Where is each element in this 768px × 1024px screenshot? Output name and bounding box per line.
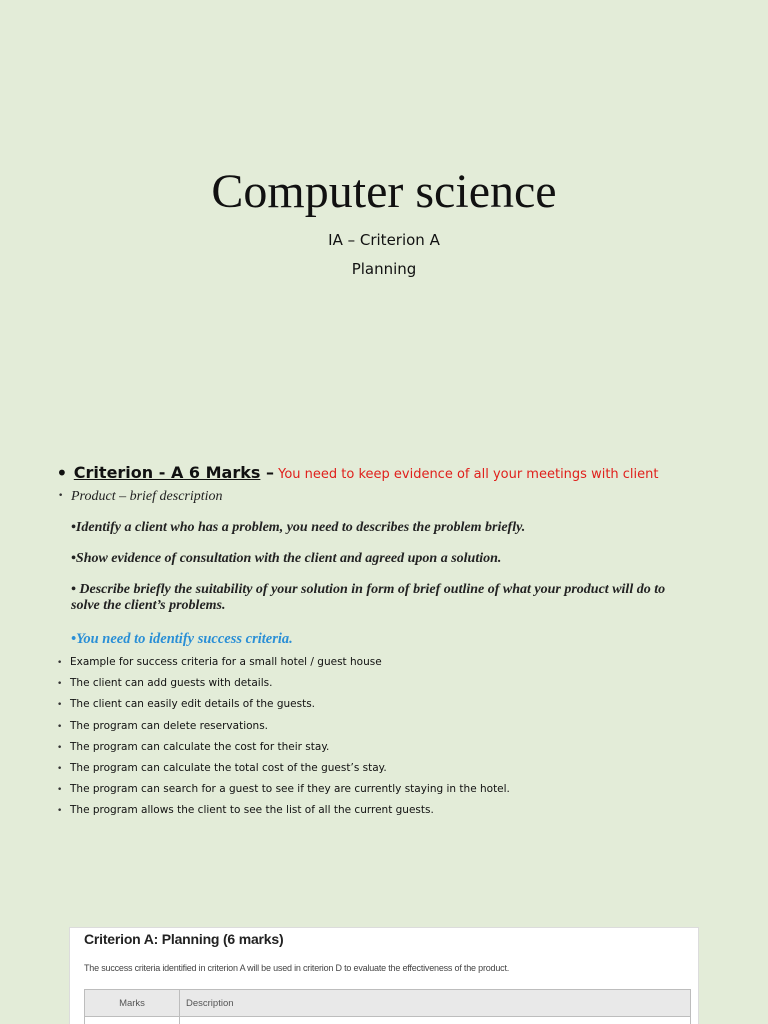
list-item [57, 696, 510, 717]
point-consultation: •Show evidence of consultation with the client and agreed upon a solution. [71, 551, 502, 566]
point-identify-client: •Identify a client who has a problem, you need to describes the problem briefly. [71, 520, 526, 535]
criterion-heading [56, 461, 659, 485]
table-header-row [85, 990, 691, 1017]
point-suitability-line2: solve the client’s problems. [71, 598, 226, 613]
bullet: • [57, 679, 63, 690]
list-item [57, 760, 510, 781]
bullet: • [58, 491, 64, 501]
list-item [57, 781, 510, 802]
list-item [57, 654, 510, 675]
column-header-description: Description [180, 990, 691, 1017]
table-cell [180, 1017, 691, 1024]
list-item-text: The program can calculate the cost for their stay. [70, 740, 330, 753]
list-item-text: The program can delete reservations. [70, 719, 269, 732]
bullet: • [56, 461, 68, 485]
subtitle-planning: Planning [351, 260, 417, 278]
page-title: Computer science [211, 165, 557, 218]
table-cell [85, 1017, 180, 1024]
list-item-text: The program allows the client to see the list of all the current guests. [70, 804, 434, 817]
bullet: • [57, 721, 63, 732]
rubric-title: Criterion A: Planning (6 marks) [84, 931, 284, 947]
criterion-label: Criterion - A 6 Marks [73, 463, 261, 482]
list-item-text: The program can calculate the total cost of the guest’s stay. [70, 761, 387, 774]
rubric-table-image [69, 927, 699, 1024]
point-product: Product – brief description [71, 489, 223, 504]
criterion-note: You need to keep evidence of all your meetings with client [273, 467, 659, 482]
bullet: • [57, 806, 63, 817]
table-row [85, 1017, 691, 1024]
list-item [57, 675, 510, 696]
list-item-text: Example for success criteria for a small hotel / guest house [70, 656, 382, 668]
list-item-text: The program can search for a guest to see if they are currently staying in the hotel. [70, 783, 510, 796]
point-suitability-line1: • Describe briefly the suitability of your solution in form of brief outline of what your product will do to [71, 582, 666, 597]
list-item-text: The client can add guests with details. [70, 677, 273, 690]
bullet: • [57, 763, 63, 774]
subtitle-criterion: IA – Criterion A [328, 231, 440, 249]
point-success-criteria: •You need to identify success criteria. [71, 631, 293, 647]
bullet: • [57, 658, 63, 668]
column-header-marks: Marks [85, 990, 180, 1017]
rubric-description: The success criteria identified in criterion A will be used in criterion D to evaluate the effectiveness of the product. [84, 963, 510, 973]
list-item [57, 718, 510, 739]
list-item [57, 802, 510, 823]
bullet: • [57, 700, 63, 711]
criterion-dash: – [260, 463, 274, 482]
success-criteria-list [57, 654, 510, 824]
bullet: • [57, 785, 63, 796]
list-item-text: The client can easily edit details of the guests. [70, 698, 316, 711]
bullet: • [57, 742, 63, 753]
rubric-table [84, 989, 691, 1024]
list-item [57, 739, 510, 760]
